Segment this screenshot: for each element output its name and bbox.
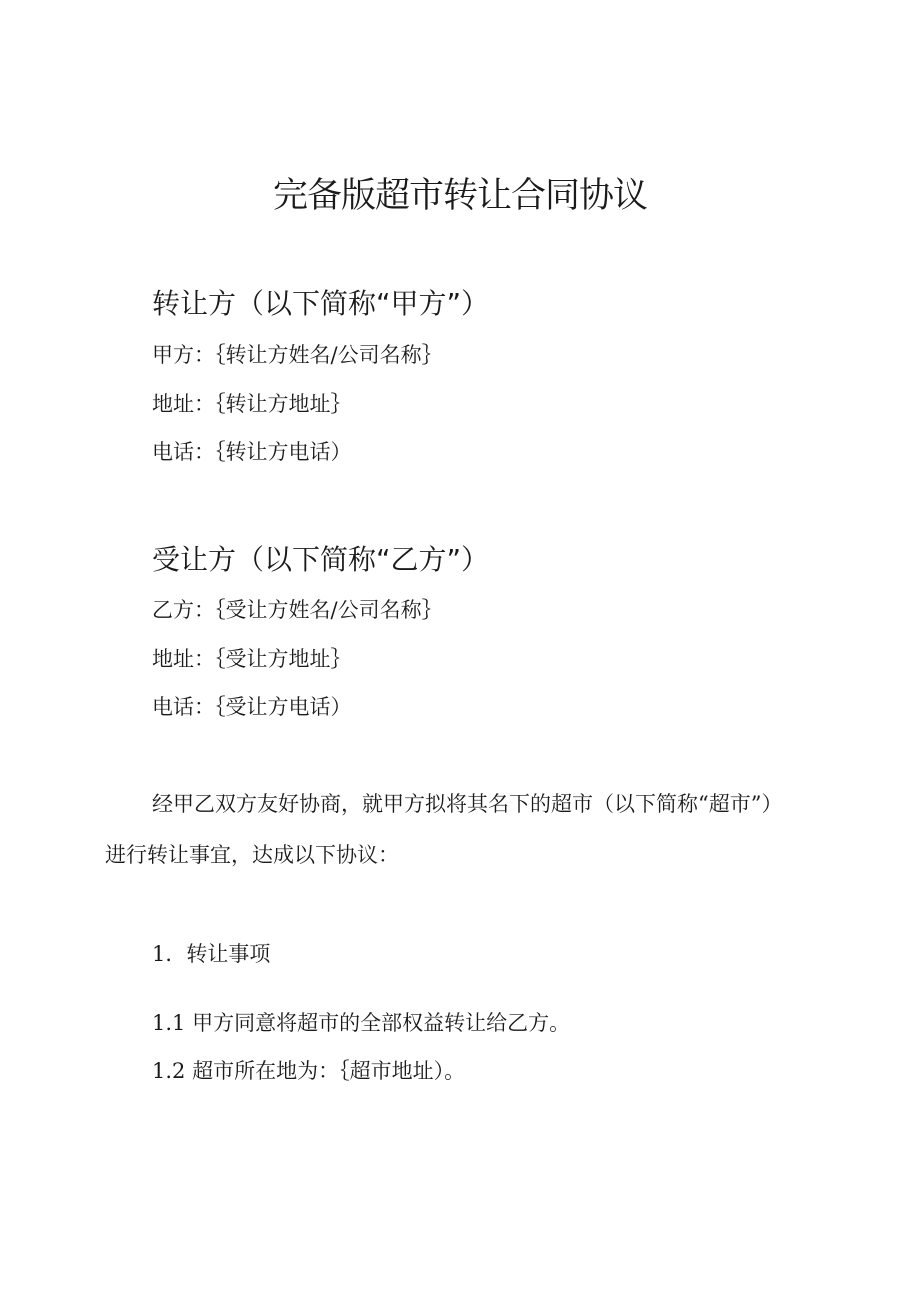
section-1-heading: 1．转让事项 (152, 942, 271, 966)
section-1-item-1: 1.1 甲方同意将超市的全部权益转让给乙方。 (152, 1011, 571, 1035)
intro-paragraph: 经甲乙双方友好协商，就甲方拟将其名下的超市（以下简称“超市”）进行转让事宜，达成以下协议： (105, 792, 783, 867)
party-a-heading: 转让方（以下简称“甲方”） (152, 287, 490, 320)
party-b-phone: 电话：｛受让方电话） (152, 695, 352, 719)
party-b-address: 地址：｛受让方地址｝ (152, 647, 352, 671)
party-a-address: 地址：｛转让方地址｝ (152, 392, 352, 416)
document-title: 完备版超市转让合同协议 (272, 176, 647, 216)
party-b-heading: 受让方（以下简称“乙方”） (152, 543, 490, 576)
party-a-phone: 电话：｛转让方电话） (152, 440, 352, 464)
section-1-item-2: 1.2 超市所在地为：｛超市地址）。 (152, 1059, 466, 1083)
party-a-name: 甲方：｛转让方姓名/公司名称｝ (152, 343, 443, 367)
party-b-name: 乙方：｛受让方姓名/公司名称｝ (152, 598, 443, 622)
